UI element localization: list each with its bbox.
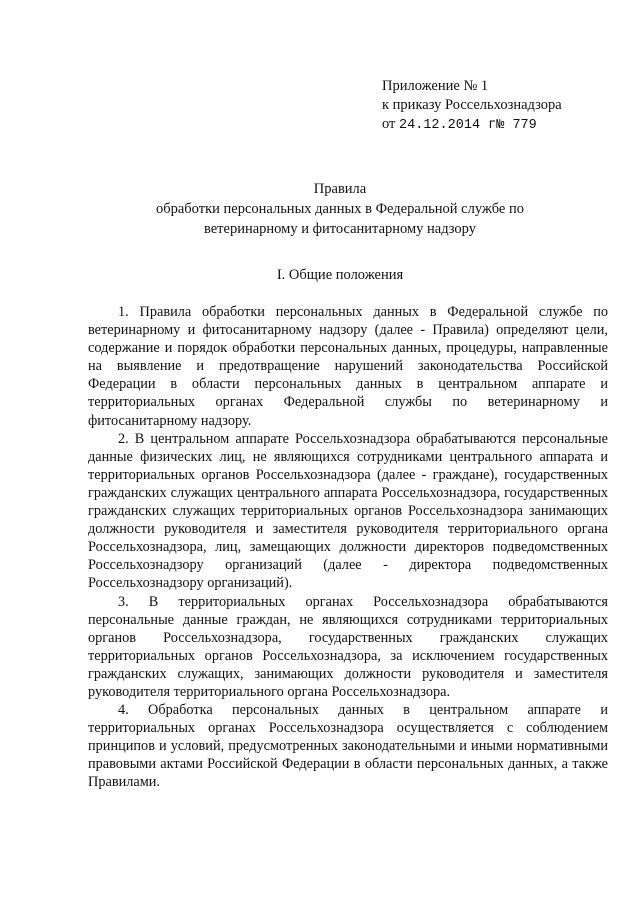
title-line-1: Правила <box>313 181 367 197</box>
order-date-line <box>382 115 622 135</box>
document-body <box>88 303 608 792</box>
paragraph-4: 4. Обработка персональных данных в центральном аппарате и территориальных органах Россельхознадзора осуществляется с соблюдением принципов и условий, предусмотренных законодательными и иными нормативными правовыми актами Российской Федерации в области персональных данных, а также Правилами. <box>88 702 608 791</box>
title-line-3: ветеринарному и фитосанитарному надзору <box>203 221 476 237</box>
document-title <box>80 179 600 239</box>
paragraph-1: 1. Правила обработки персональных данных в Федеральной службе по ветеринарному и фитосанитарному надзору (далее - Правила) определяют цели, содержание и порядок обработки персональных данных, процедуры, направленные на выявление и предотвращение нарушений законодательства Российской Федерации в области персональных данных в центральном аппарате и территориальных органах Федеральной службы по ветеринарному и фитосанитарному надзору. <box>88 304 608 429</box>
paragraph-3: 3. В территориальных органах Россельхознадзора обрабатываются персональные данные граждан, не являющихся сотрудниками территориальных органов Россельхознадзора, государственных гражданских служащих территориальных органов Россельхознадзора, за исключением государственных гражданских служащих, занимающих должности руководителя и заместителя руководителя территориального органа Россельхознадзора. <box>88 593 608 700</box>
document-header <box>382 77 622 135</box>
title-line-2: обработки персональных данных в Федеральной службе по <box>155 201 524 217</box>
appendix-label: Приложение № 1 <box>382 78 489 94</box>
order-reference: к приказу Россельхознадзора <box>382 97 562 113</box>
date-prefix: от <box>382 116 396 132</box>
order-date-number: 24.12.2014 г№ 779 <box>399 118 537 133</box>
section-heading: I. Общие положения <box>276 267 404 283</box>
paragraph-2: 2. В центральном аппарате Россельхознадзора обрабатываются персональные данные физических лиц, не являющихся сотрудниками центрального аппарата и территориальных органов Россельхознадзора (далее - граждане), государственных гражданских служащих центрального аппарата Россельхознадзора, государственных гражданских служащих территориальных органов Россельхознадзора занимающих должности руководителя и заместителя руководителя территориального органа Россельхознадзора, лиц, замещающих должности директоров подведомственных Россельхознадзору организаций (далее - директора подведомственных Россельхознадзору организаций). <box>88 430 608 592</box>
